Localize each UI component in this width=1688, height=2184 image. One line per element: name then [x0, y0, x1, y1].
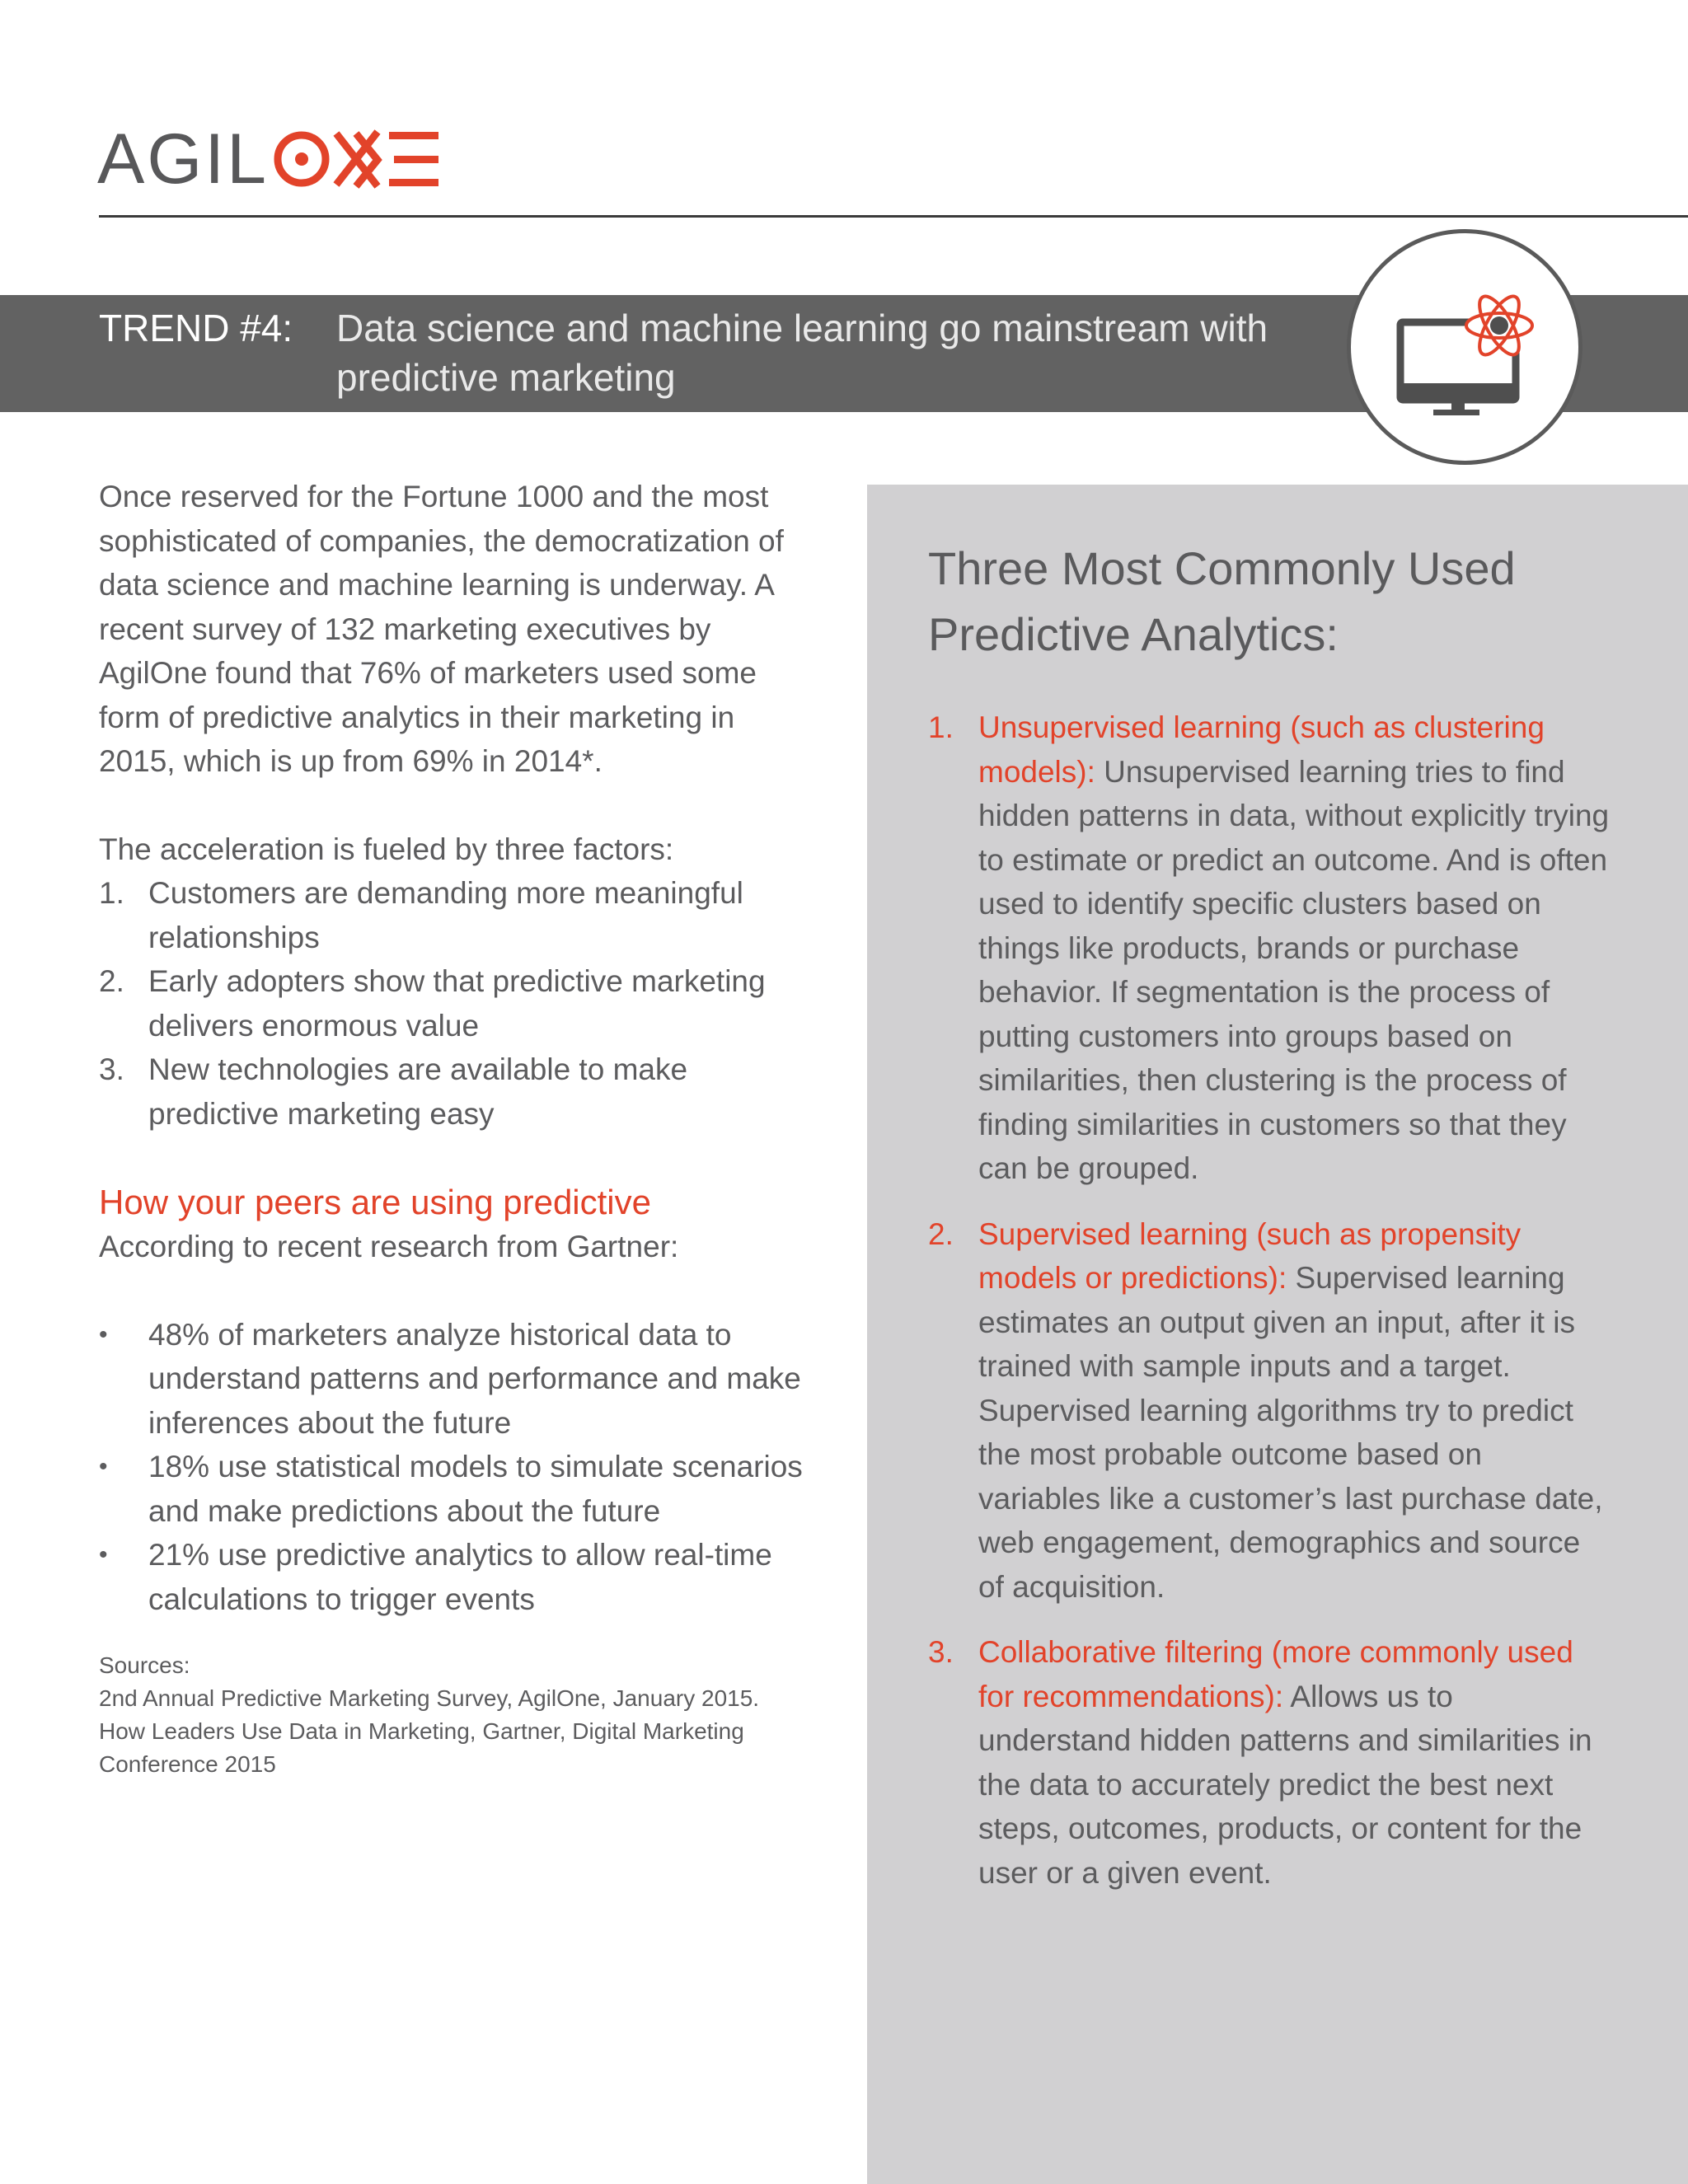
source-line: 2nd Annual Predictive Marketing Survey, AgilOne, January 2015.: [99, 1685, 760, 1711]
list-item: 2. Supervised learning (such as propensity models or predictions): Supervised learning estimates an output given an input, after it is trained with sample inputs and a target. Supervised learning algorithms try to predict the most probable outcome based on variables like a customer’s last purchase date, web engagement, demographics and source of acquisition.: [928, 1216, 1603, 1604]
panel-list: [928, 705, 1612, 1916]
panel-heading: Three Most Commonly Used Predictive Analytics:: [928, 542, 1516, 660]
trend-badge: [1347, 229, 1582, 465]
list-item: 2. Early adopters show that predictive marketing delivers enormous value: [99, 964, 766, 1043]
left-column: [99, 475, 808, 1781]
trend-label: TREND #4:: [99, 307, 293, 349]
bullet-icon: •: [99, 1541, 108, 1568]
list-item: 3. Collaborative filtering (more commonly used for recommendations): Allows us to understand hidden patterns and similarities in the data to accurately predict the best next steps, outcomes, products, or content for the user or a given event.: [928, 1635, 1592, 1890]
bullet-icon: •: [99, 1453, 108, 1480]
peers-list: [99, 1313, 808, 1622]
peers-heading: How your peers are using predictive: [99, 1183, 651, 1221]
list-item: • 18% use statistical models to simulate scenarios and make predictions about the future: [99, 1445, 808, 1533]
bullet-icon: •: [99, 1320, 108, 1348]
sources-label: Sources:: [99, 1652, 190, 1678]
agilone-logo: [97, 120, 445, 199]
header-rule: [99, 215, 1688, 218]
source-line: How Leaders Use Data in Marketing, Gartner, Digital Marketing Conference 2015: [99, 1718, 744, 1777]
list-item: • 48% of marketers analyze historical data to understand patterns and performance and make inferences about the future: [99, 1313, 808, 1446]
trend-title: Data science and machine learning go mainstream with predictive marketing: [336, 307, 1268, 399]
item-body: Supervised learning estimates an output given an input, after it is trained with sample inputs and a target. Supervised learning algorithms try to predict the most probable outcome based on variables like a customer’s last purchase date, web engagement, demographics and source of acquisition.: [978, 1261, 1603, 1604]
intro-paragraph: Once reserved for the Fortune 1000 and the most sophisticated of companies, the democratization of data science and machine learning is underway. A recent survey of 132 marketing executives by AgilOne found that 76% of marketers used some form of predictive analytics in their marketing in 2015, which is up from 69% in 2014*.: [99, 480, 784, 778]
factors-lead: The acceleration is fueled by three factors:: [99, 832, 674, 866]
computer-atom-icon: [1351, 233, 1578, 461]
logo-wordmark: AGIL: [97, 120, 269, 199]
list-item: • 21% use predictive analytics to allow real-time calculations to trigger events: [99, 1533, 808, 1621]
factors-list: [99, 871, 808, 1136]
item-title: Unsupervised learning (such as clustering models):: [978, 710, 1545, 789]
list-item: 1. Customers are demanding more meaningful relationships: [99, 876, 743, 954]
item-title: Collaborative filtering (more commonly used for recommendations):: [978, 1635, 1573, 1713]
list-item: 1. Unsupervised learning (such as clustering models): Unsupervised learning tries to find hidden patterns in data, without explicitly trying to estimate or predict an outcome. And is often used to identify specific clusters based on things like products, brands or purchase behavior. If segmentation is the process of putting customers into groups based on similarities, then clustering is the process of finding similarities in customers so that they can be grouped.: [928, 710, 1610, 1185]
peers-lead: According to recent research from Gartner:: [99, 1230, 679, 1263]
logo-one-mark-icon: [272, 124, 445, 194]
item-body: Unsupervised learning tries to find hidden patterns in data, without explicitly trying to estimate or predict an outcome. And is often used to identify specific clusters based on things like products, brands or purchase behavior. If segmentation is the process of putting customers into groups based on similarities, then clustering is the process of finding similarities in customers so that they can be grouped.: [978, 754, 1610, 1185]
list-item: 3. New technologies are available to make predictive marketing easy: [99, 1052, 688, 1131]
item-body: Allows us to understand hidden patterns and similarities in the data to accurately predict the best next steps, outcomes, products, or content for the user or a given event.: [978, 1679, 1592, 1890]
sources: [99, 1649, 808, 1781]
item-title: Supervised learning (such as propensity models or predictions):: [978, 1216, 1522, 1295]
